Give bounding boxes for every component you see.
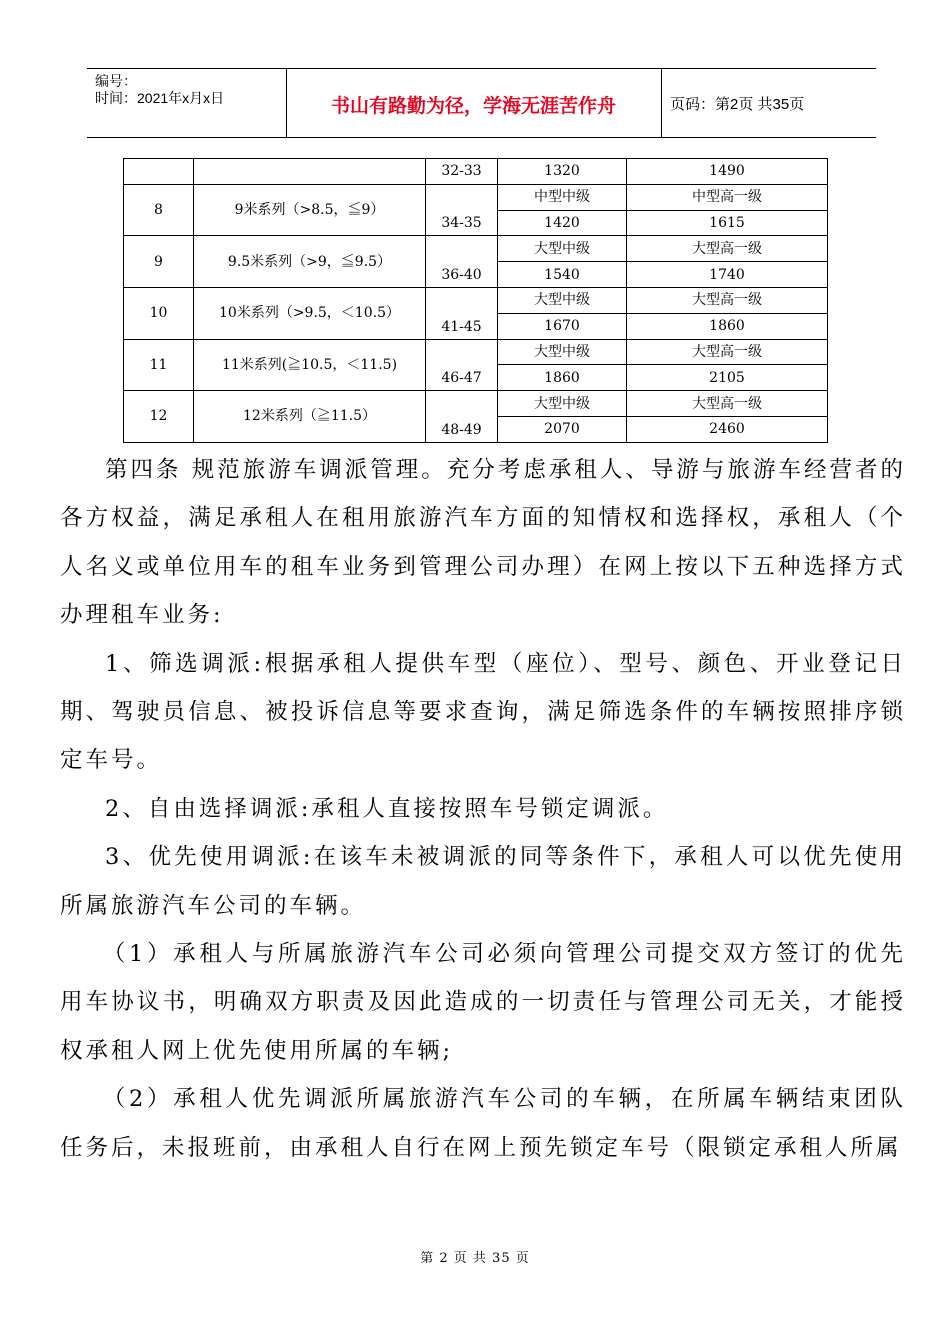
grade-cell: 大型高一级 <box>627 339 828 365</box>
price-cell: 1860 <box>498 365 627 391</box>
grade-cell: 大型高一级 <box>627 287 828 313</box>
price-cell: 1320 <box>498 159 627 185</box>
row-number: 11 <box>124 339 194 391</box>
row-number: 12 <box>124 391 194 443</box>
grade-cell: 大型高一级 <box>627 236 828 262</box>
price-cell: 2070 <box>498 416 627 442</box>
table-row <box>124 236 828 262</box>
code-label: 编号： <box>95 73 137 89</box>
grade-cell: 大型中级 <box>498 339 627 365</box>
list-paragraph: 1、筛选调派:根据承租人提供车型（座位）、型号、颜色、开业登记日期、驾驶员信息、被投诉信息等要求查询，满足筛选条件的车辆按照排序锁定车号。 <box>60 650 906 774</box>
grade-cell: 大型中级 <box>498 391 627 417</box>
row-number: 10 <box>124 287 194 339</box>
grade-cell: 大型高一级 <box>627 391 828 417</box>
vehicle-price-table <box>123 158 828 443</box>
seat-cell: 41-45 <box>426 287 498 339</box>
series-cell: 10米系列（>9.5，＜10.5） <box>194 287 426 339</box>
price-cell: 2460 <box>627 416 828 442</box>
seat-cell: 48-49 <box>426 391 498 443</box>
grade-cell: 大型中级 <box>498 287 627 313</box>
header-motto: 书山有路勤为径，学海无涯苦作舟 <box>330 95 616 117</box>
table-row <box>124 391 828 417</box>
list-paragraph: 2、自由选择调派:承租人直接按照车号锁定调派。 <box>105 795 669 822</box>
price-cell: 1740 <box>627 262 828 288</box>
price-cell: 1670 <box>498 313 627 339</box>
price-cell: 1860 <box>627 313 828 339</box>
sub-paragraph: （2）承租人优先调派所属旅游汽车公司的车辆，在所属车辆结束团队任务后，未报班前，由承租人自行在网上预先锁定车号（限锁定承租人所属 <box>60 1086 906 1161</box>
header-meta <box>95 73 224 107</box>
list-paragraph: 3、优先使用调派:在该车未被调派的同等条件下，承租人可以优先使用所属旅游汽车公司的车辆。 <box>60 844 906 919</box>
header-page-info: 页码：第2页 共35页 <box>670 96 805 113</box>
header-divider <box>661 69 662 137</box>
table-row <box>124 159 828 185</box>
row-number: 8 <box>124 184 194 236</box>
time-label: 时间：2021年x月x日 <box>95 90 225 106</box>
price-cell: 2105 <box>627 365 828 391</box>
price-cell: 1490 <box>627 159 828 185</box>
price-cell: 1615 <box>627 210 828 236</box>
row-number: 9 <box>124 236 194 288</box>
price-cell: 1540 <box>498 262 627 288</box>
grade-cell: 大型中级 <box>498 236 627 262</box>
grade-cell: 中型中级 <box>498 184 627 210</box>
table-cell <box>124 159 194 185</box>
article-paragraph: 第四条 规范旅游车调派管理。充分考虑承租人、导游与旅游车经营者的各方权益，满足承租人在租用旅游汽车方面的知情权和选择权，承租人（个人名义或单位用车的租车业务到管理公司办理）在网上按以下五种选择方式办理租车业务: <box>60 457 906 629</box>
table-row <box>124 287 828 313</box>
seat-cell: 36-40 <box>426 236 498 288</box>
table-row <box>124 339 828 365</box>
seat-cell: 46-47 <box>426 339 498 391</box>
price-cell: 1420 <box>498 210 627 236</box>
series-cell: 9.5米系列（>9，≦9.5） <box>194 236 426 288</box>
grade-cell: 中型高一级 <box>627 184 828 210</box>
series-cell: 12米系列（≧11.5） <box>194 391 426 443</box>
table-cell <box>194 159 426 185</box>
seat-cell: 32-33 <box>426 159 498 185</box>
table-row <box>124 184 828 210</box>
sub-paragraph: （1）承租人与所属旅游汽车公司必须向管理公司提交双方签订的优先用车协议书，明确双方职责及因此造成的一切责任与管理公司无关，才能授权承租人网上优先使用所属的车辆; <box>60 941 906 1064</box>
series-cell: 11米系列(≧10.5，＜11.5) <box>194 339 426 391</box>
series-cell: 9米系列（>8.5，≦9） <box>194 184 426 236</box>
body-text <box>60 446 906 1172</box>
page-footer: 第 2 页 共 35 页 <box>420 1251 530 1266</box>
page-header <box>87 68 876 138</box>
seat-cell: 34-35 <box>426 184 498 236</box>
